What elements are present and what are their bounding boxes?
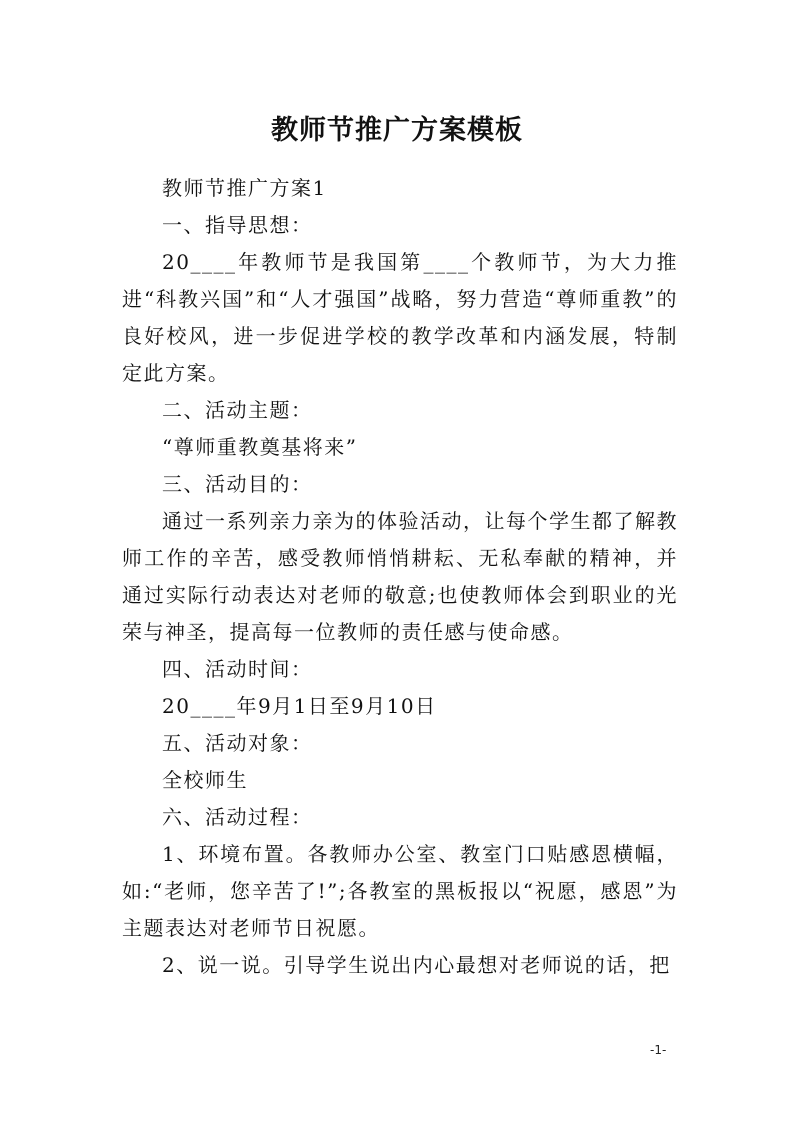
paragraph-process-step-2: 2、说一说。引导学生说出内心最想对老师说的话，把 (162, 953, 671, 977)
section-heading-purpose: 三、活动目的： (162, 472, 313, 496)
section-heading-time: 四、活动时间： (162, 657, 313, 681)
document-body (122, 170, 678, 984)
section-heading-theme: 二、活动主题： (162, 398, 313, 422)
paragraph-time: 20____年9月1日至9月10日 (162, 694, 437, 718)
document-title: 教师节推广方案模板 (271, 115, 523, 146)
section-heading-guiding-thought: 一、指导思想： (162, 213, 313, 237)
paragraph-purpose: 通过一系列亲力亲为的体验活动，让每个学生都了解教师工作的辛苦，感受教师悄悄耕耘、无私奉献的精神，并通过实际行动表达对老师的敬意;也使教师体会到职业的光荣与神圣，提高每一位教师的责任感与使命感。 (122, 509, 678, 644)
paragraph-guiding-thought: 20____年教师节是我国第____个教师节，为大力推进“科教兴国”和“人才强国”战略，努力营造“尊师重教”的良好校风，进一步促进学校的教学改革和内涵发展，特制定此方案。 (122, 250, 678, 385)
page-number: -1- (650, 1043, 667, 1057)
paragraph-participants: 全校师生 (162, 768, 248, 792)
paragraph-process-step-1: 1、环境布置。各教师办公室、教室门口贴感恩横幅，如:“老师，您辛苦了!”;各教室的黑板报以“祝愿，感恩”为主题表达对老师节日祝愿。 (122, 842, 678, 940)
section-heading-process: 六、活动过程： (162, 805, 313, 829)
section-heading-participants: 五、活动对象： (162, 731, 313, 755)
paragraph-theme: “尊师重教奠基将来” (162, 435, 358, 459)
paragraph-plan-heading: 教师节推广方案1 (162, 176, 327, 200)
